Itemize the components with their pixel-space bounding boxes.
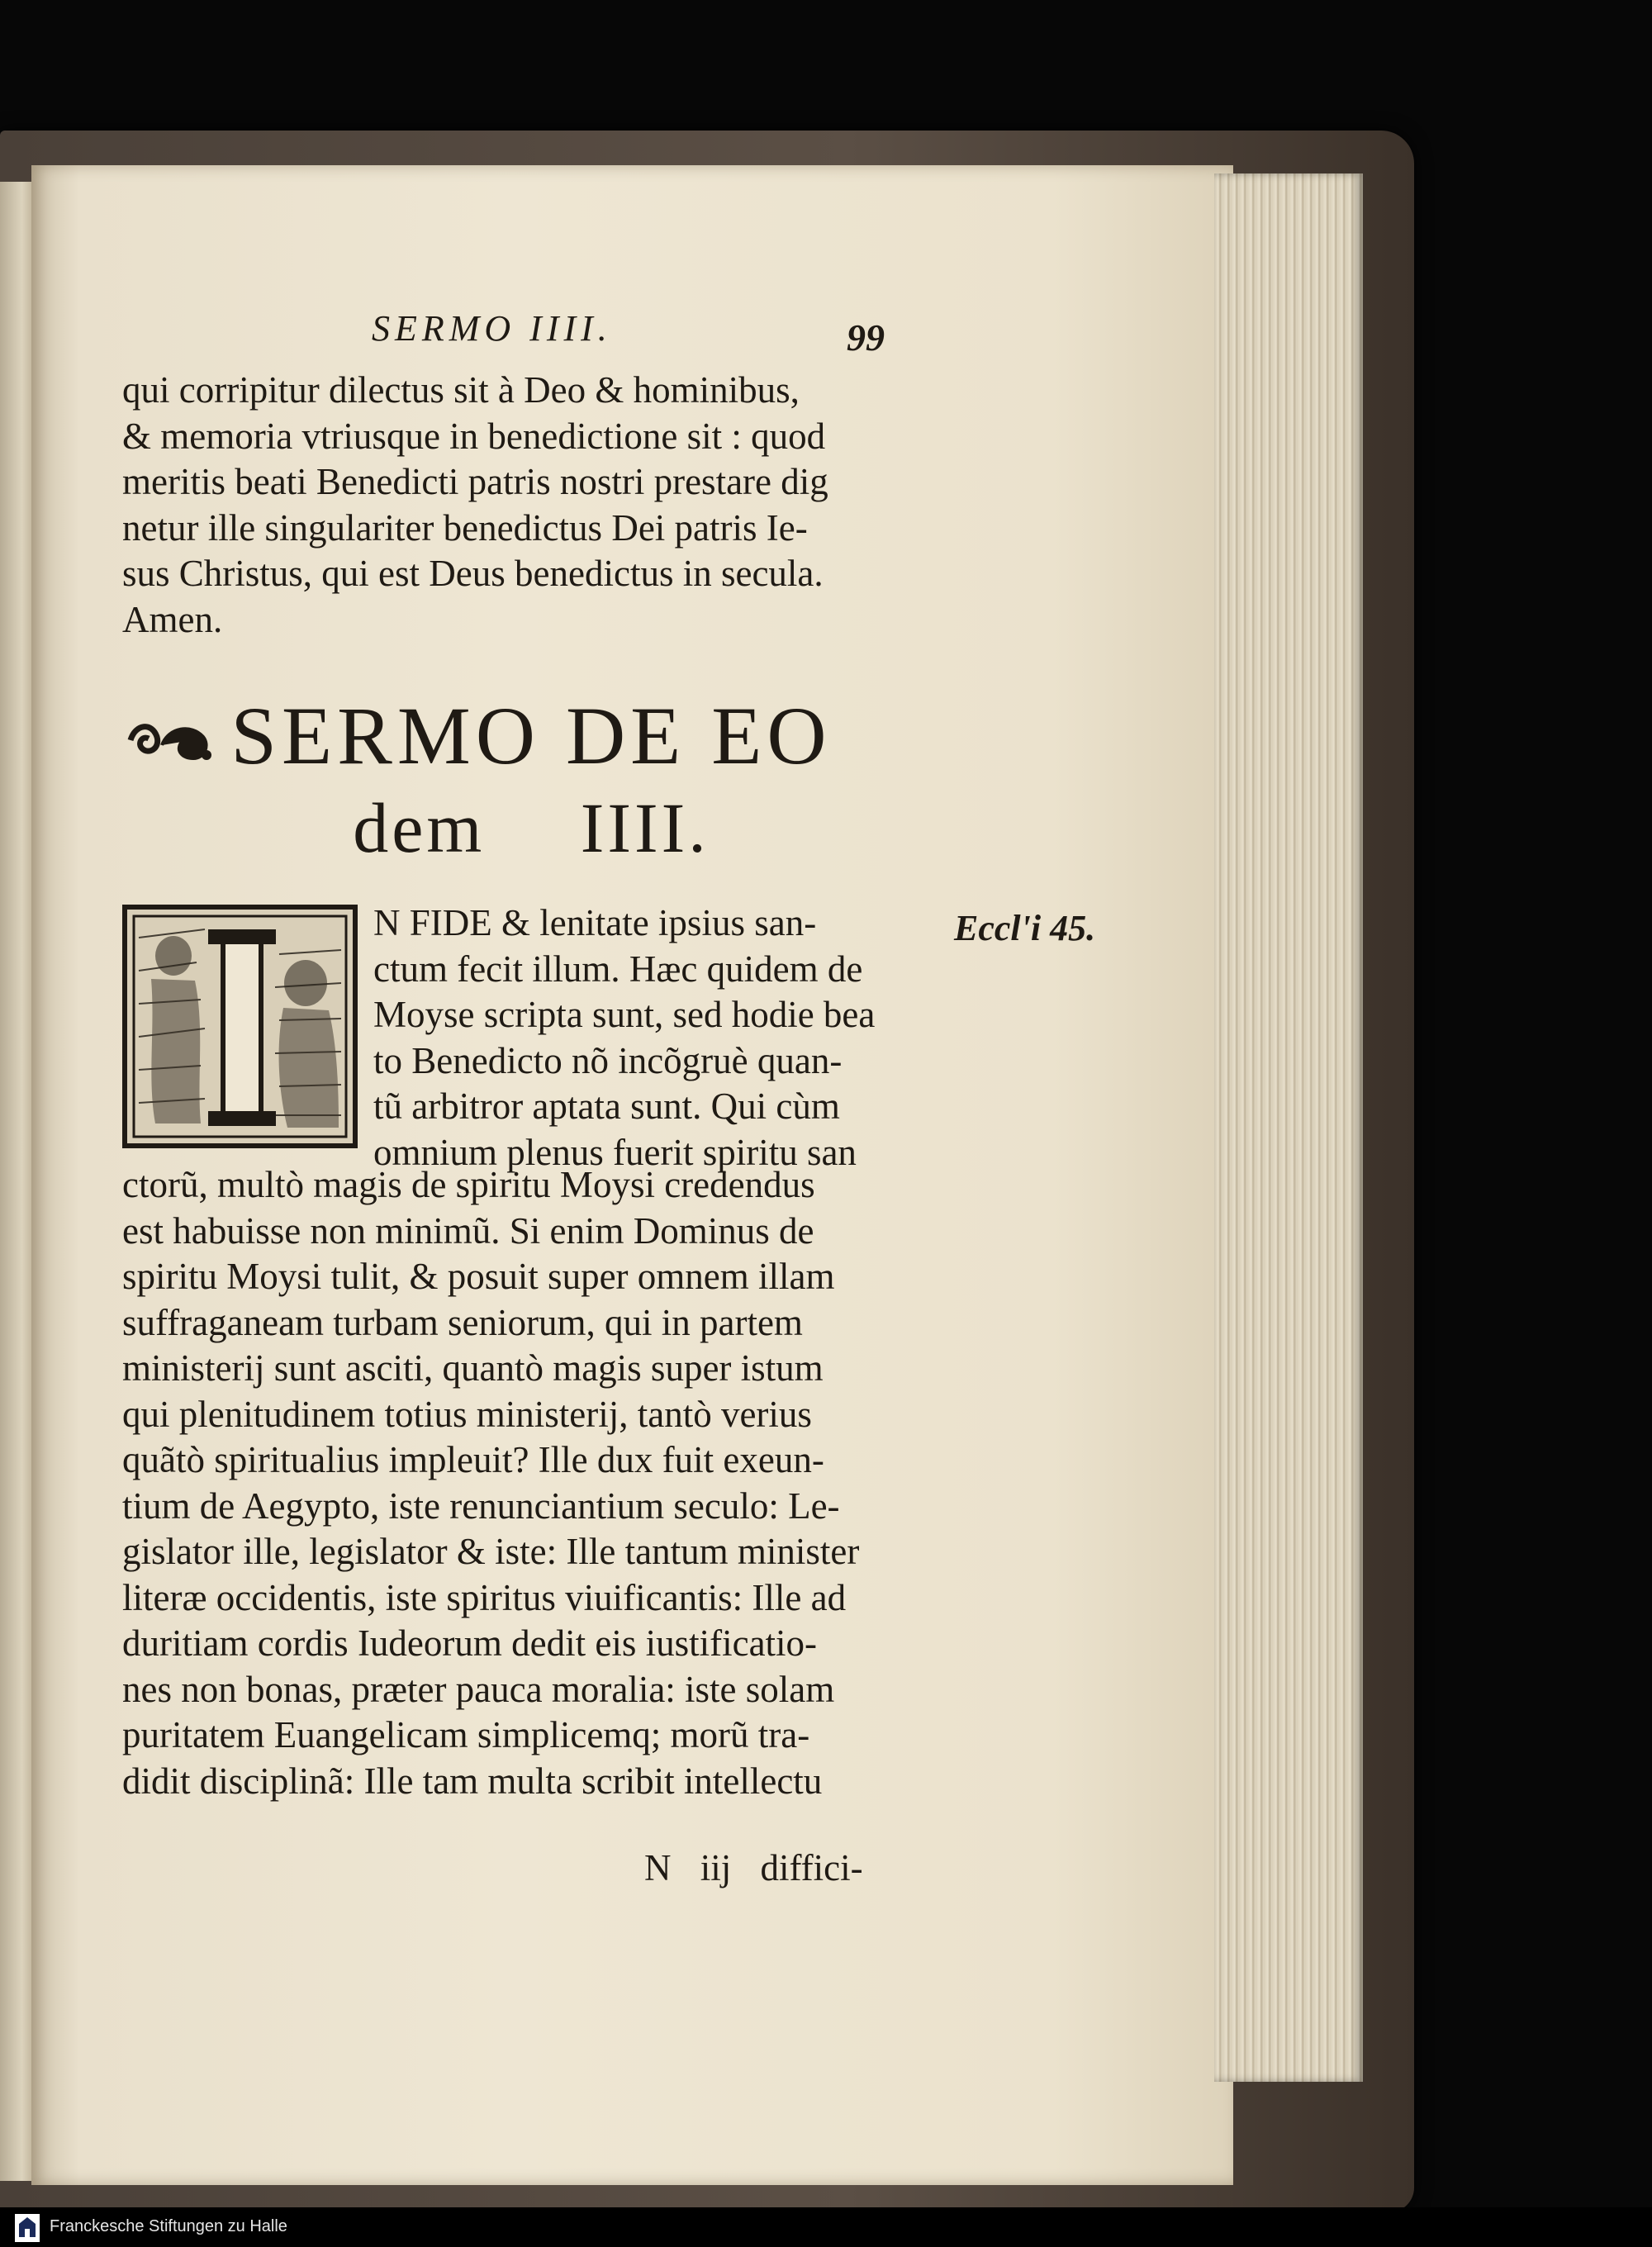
text-line: qui plenitudinem totius ministerij, tantò verius bbox=[122, 1393, 812, 1435]
text-line: Moyse scripta sunt, sed hodie bea bbox=[373, 994, 876, 1035]
text-line: est habuisse non minimũ. Si enim Dominus de bbox=[122, 1209, 814, 1252]
heading-line-2: dem IIII. bbox=[353, 788, 710, 867]
text-line: ctorũ, multò magis de spiritu Moysi credendus bbox=[122, 1164, 815, 1205]
francke-foundation-logo-icon bbox=[15, 2214, 40, 2242]
text-line: spiritu Moysi tulit, & posuit super omnem illam bbox=[122, 1256, 835, 1297]
text-line: nes non bonas, præter pauca moralia: iste solam bbox=[122, 1668, 835, 1710]
text-line: ctum fecit illum. Hæc quidem de bbox=[373, 948, 863, 990]
text-line: puritatem Euangelicam simplicemq; morũ tra- bbox=[122, 1714, 810, 1755]
text-line: suffraganeam turbam seniorum, qui in partem bbox=[122, 1301, 803, 1343]
text-line: tium de Aegypto, iste renunciantium seculo: Le- bbox=[122, 1485, 840, 1527]
marginal-note: Eccl'i 45. bbox=[954, 908, 1096, 948]
text-line: omnium plenus fuerit spiritu san bbox=[373, 1131, 857, 1173]
sermon-heading bbox=[122, 687, 940, 871]
text-line: meritis beati Benedicti patris nostri prestare dig bbox=[122, 461, 828, 502]
text-line: duritiam cordis Iudeorum dedit eis iustificatio- bbox=[122, 1622, 818, 1664]
paragraph-2 bbox=[122, 1162, 940, 1804]
text-line: Amen. bbox=[122, 598, 223, 640]
page-number: 99 bbox=[847, 316, 885, 359]
text-line: ministerij sunt asciti, quantò magis super istum bbox=[122, 1347, 824, 1389]
heading-line-1: SERMO DE EO bbox=[230, 690, 832, 781]
woodcut-initial-i-icon bbox=[122, 905, 358, 1148]
running-title: SERMO IIII. bbox=[372, 308, 612, 349]
text-line: to Benedicto nõ incõgruè quan- bbox=[373, 1039, 843, 1081]
text-line: quãtò spiritualius impleuit? Ille dux fuit exeun- bbox=[122, 1439, 824, 1480]
footer-bar bbox=[0, 2207, 1652, 2247]
drop-cap-lines bbox=[373, 900, 875, 1176]
text-line: & memoria vtriusque in benedictione sit : quod bbox=[122, 415, 826, 457]
text-line: gislator ille, legislator & iste: Ille tantum minister bbox=[122, 1531, 860, 1572]
text-line: qui corripitur dilectus sit à Deo & hominibus, bbox=[122, 369, 800, 411]
text-line: literæ occidentis, iste spiritus viuificantis: Ille ad bbox=[122, 1576, 847, 1618]
text-line: tũ arbitror aptata sunt. Qui cùm bbox=[373, 1085, 840, 1127]
text-line: N FIDE & lenitate ipsius san- bbox=[373, 902, 817, 943]
text-line: didit disciplinã: Ille tam multa scribit intellectu bbox=[122, 1760, 823, 1802]
paragraph-1 bbox=[122, 368, 940, 643]
footer-label: Franckesche Stiftungen zu Halle bbox=[50, 2217, 287, 2235]
text-line: sus Christus, qui est Deus benedictus in secula. bbox=[122, 553, 824, 594]
catchword: N iij diffici- bbox=[644, 1847, 863, 1888]
text-line: netur ille singulariter benedictus Dei patris Ie- bbox=[122, 506, 808, 549]
